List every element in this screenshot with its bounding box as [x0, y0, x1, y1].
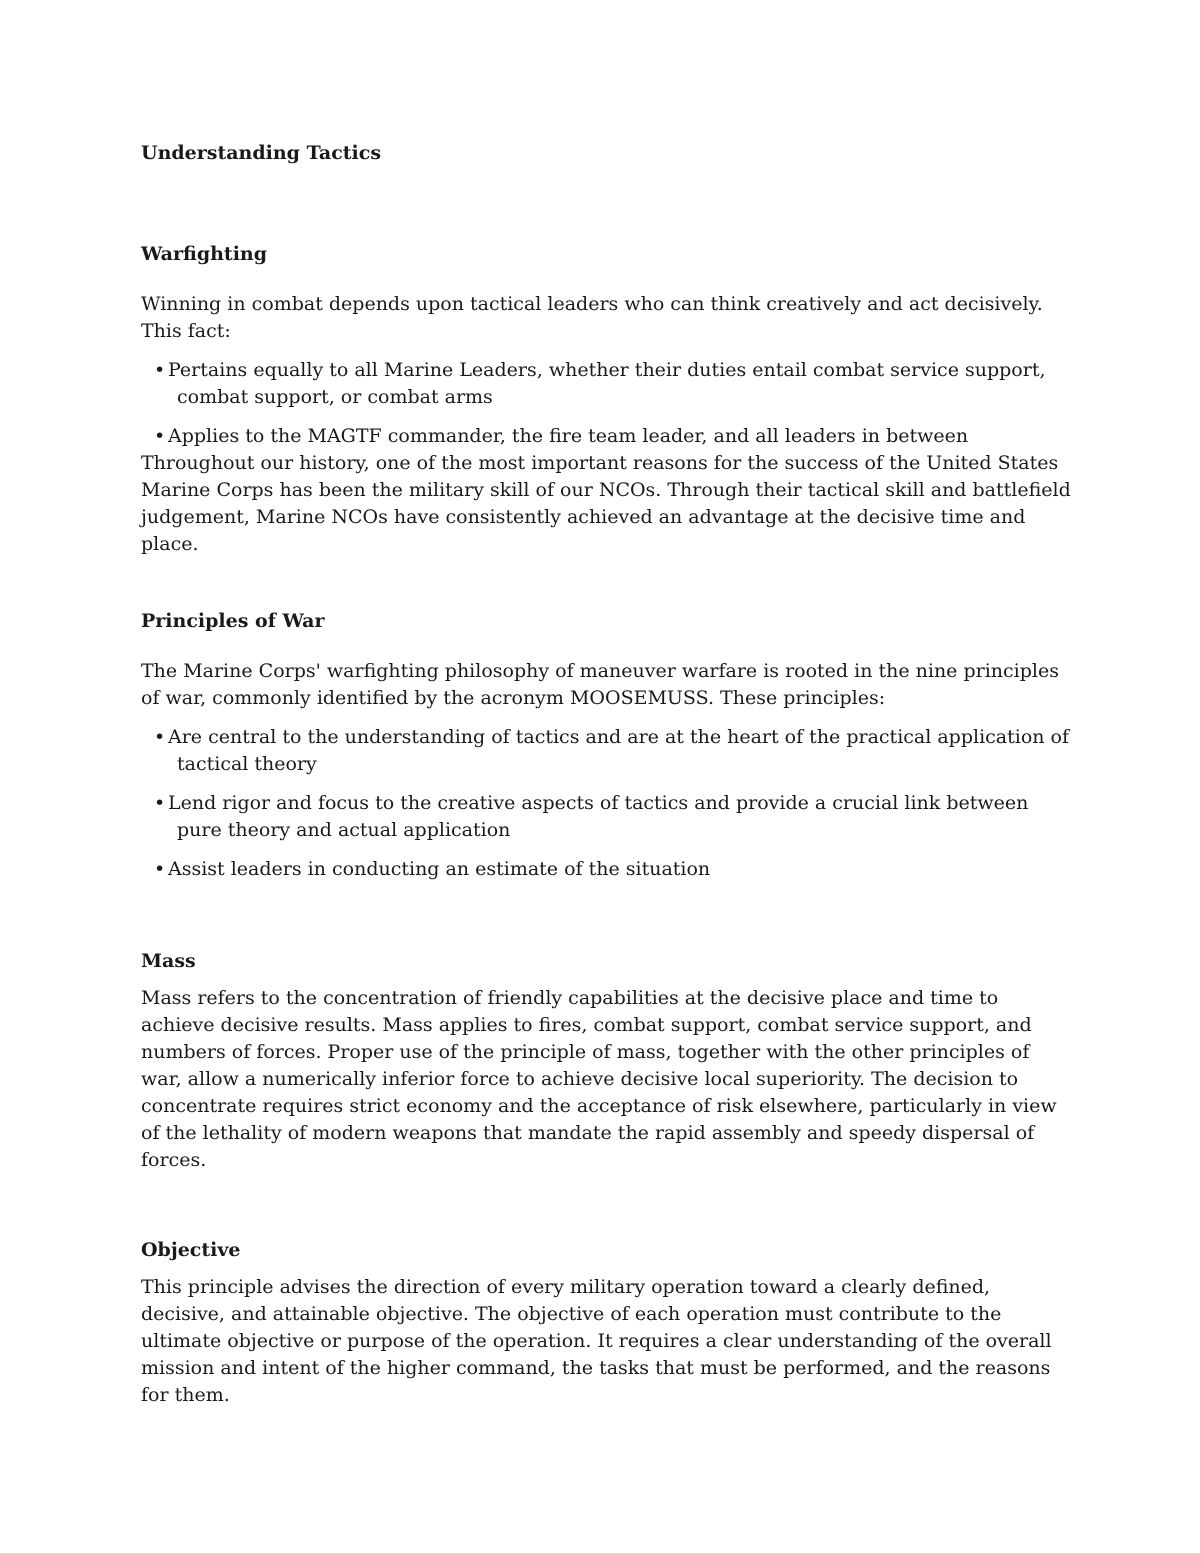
bullet-text: Lend rigor and focus to the creative aspects of tactics and provide a crucial link between pure theory and actual application [168, 792, 1029, 841]
objective-body: This principle advises the direction of every military operation toward a clearly defined, decisive, and attainable objective. The objective of each operation must contribute to the ultimate objective or purpose of the operation. It requires a clear understanding of the overall mission and intent of the higher command, the tasks that must be performed, and the reasons for them. [141, 1276, 1052, 1406]
principles-bullet-1 [141, 724, 1071, 778]
section-heading-warfighting: Warfighting [141, 243, 268, 265]
bullet-text: Assist leaders in conducting an estimate of the situation [168, 858, 711, 880]
section-heading-objective: Objective [141, 1239, 241, 1261]
principles-intro: The Marine Corps' warfighting philosophy of maneuver warfare is rooted in the nine principles of war, commonly identified by the acronym MOOSEMUSS. These principles: [141, 660, 1059, 709]
bullet-text: Are central to the understanding of tactics and are at the heart of the practical application of tactical theory [168, 726, 1070, 775]
principles-bullet-3 [141, 856, 1071, 883]
bullet-text: Applies to the MAGTF commander, the fire team leader, and all leaders in between [168, 425, 969, 447]
bullet-text: Pertains equally to all Marine Leaders, whether their duties entail combat service support, combat support, or combat arms [168, 359, 1046, 408]
warfighting-bullet-1 [141, 357, 1071, 411]
bullet-glyph: • [154, 726, 166, 748]
warfighting-bullet-2 [141, 423, 1071, 450]
document-title: Understanding Tactics [141, 142, 382, 164]
principles-bullet-2 [141, 790, 1071, 844]
warfighting-body: Throughout our history, one of the most important reasons for the success of the United States Marine Corps has been the military skill of our NCOs. Through their tactical skill and battlefield judgement, Marine NCOs have consistently achieved an advantage at the decisive time and place. [141, 452, 1071, 555]
bullet-glyph: • [154, 792, 166, 814]
mass-body: Mass refers to the concentration of friendly capabilities at the decisive place and time to achieve decisive results. Mass applies to fires, combat support, combat service support, and numbers of forces. Proper use of the principle of mass, together with the other principles of war, allow a numerically inferior force to achieve decisive local superiority. The decision to concentrate requires strict economy and the acceptance of risk elsewhere, particularly in view of the lethality of modern weapons that mandate the rapid assembly and speedy dispersal of forces. [141, 987, 1057, 1171]
document-page [141, 140, 1071, 1409]
bullet-glyph: • [154, 425, 166, 447]
section-heading-principles-of-war: Principles of War [141, 610, 325, 632]
section-heading-mass: Mass [141, 950, 196, 972]
warfighting-intro: Winning in combat depends upon tactical leaders who can think creatively and act decisively. This fact: [141, 293, 1043, 342]
bullet-glyph: • [154, 359, 166, 381]
bullet-glyph: • [154, 858, 166, 880]
